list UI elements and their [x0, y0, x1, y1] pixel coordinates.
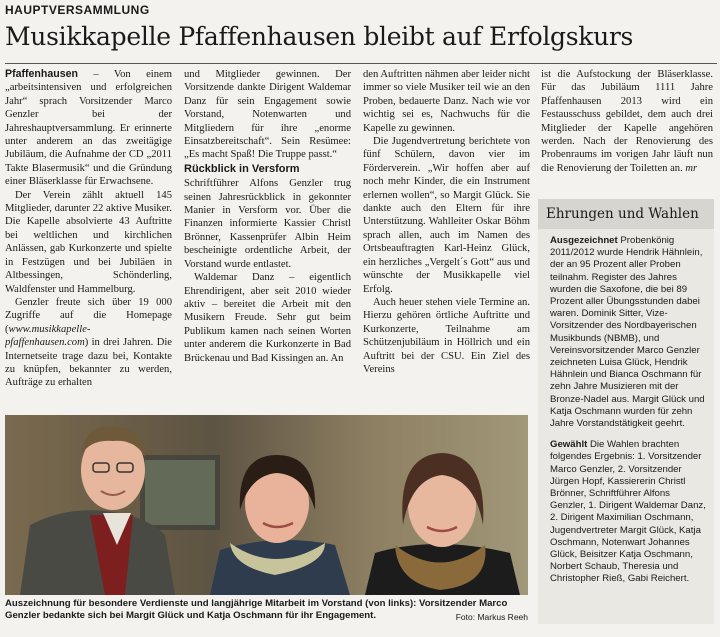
group-photo: [5, 415, 528, 595]
author-signature: mr: [685, 162, 698, 174]
sidebar-paragraph: [550, 235, 708, 430]
kicker: HAUPTVERSAMMLUNG: [5, 3, 150, 17]
headline-rule: [5, 63, 717, 64]
sidebar-box: [538, 199, 714, 624]
paragraph: [541, 68, 713, 175]
article-column-4: [541, 68, 713, 176]
article-column-3: [363, 68, 530, 390]
paragraph: Die Jugendvertretung berichtete von fünf Schülern, davon vier im Förderverein. „Wir hoffen aber auf noch mehr Kinder, die ein Instrument erlernen wollen“, so Margit Glück. Sie dankte auch den Eltern für ihre Unterstützung. Wahlleiter Oskar Böhm sprach allen, auch im Namen des Ortsbeauftragten Karl-Heinz Glück, ein herzliches „Vergelt´s Gott“ aus und wünschte der Musikkapelle viel Erfolg.: [363, 136, 530, 295]
sidebar-body: [550, 235, 708, 595]
sidebar-title: Ehrungen und Wahlen: [538, 199, 714, 229]
paragraph: den Auftritten nähmen aber leider nicht immer so viele Musiker teil wie an den Proben, bedauerte Danz. Nach wie vor wichtig sei es, Nachwuchs für die Kapelle zu gewinnen.: [363, 69, 530, 134]
sidebar-text: Die Wahlen brachten folgendes Ergebnis: 1. Vorsitzender Marco Genzler, 2. Vorsitzender Jürgen Hopf, Kassiererin Christl Brönner, Schriftführer Alfons Genzler, 1. Dirigent Waldemar Danz, 2. Dirigent Maximilian Oschmann, Jugendvertreter Margit Glück, Katja Oschmann, Notenwart Johannes Glück, Beisitzer Katja Oschmann, Norbert Schaub, Theresia und Christopher Rieß, Gabi Reichert.: [550, 439, 706, 585]
homepage-url: www.musikkapelle-pfaffenhausen.com: [5, 323, 91, 349]
photo-credit: Foto: Markus Reeh: [455, 612, 528, 622]
photo-illustration: [5, 415, 528, 595]
paragraph: Der Verein zählt aktuell 145 Mitglieder, darunter 22 aktive Musiker. Die Kapelle absolvierte 43 Auftritte bei weltlichen und kirchlichen Anlässen, gab Kurkonzerte und spielte in Festzügen und bei Jubiläen in Altbessingen, Schönderling, Waldfenster und Hammelburg.: [5, 189, 172, 295]
subheading: Rückblick in Versform: [184, 162, 300, 175]
paragraph-text: ) in drei Jahren. Die Internetseite trage dazu bei, Kontakte zu knüpfen, bekannter zu werden, Aufträge zu erhalten: [5, 337, 172, 389]
paragraph-text: ist die Aufstockung der Bläserklasse. Für das Jubiläum 1111 Jahre Pfaffenhausen 2013 wird ein Festausschuss gebildet, dem auch drei Mitglieder der Kapelle angehören werden. Nach der Renovierung des Probenraums im vorigen Jahr läuft nun die Renovierung der Toiletten an.: [541, 69, 713, 174]
sidebar-text: Probenkönig 2011/2012 wurde Hendrik Hähnlein, der an 95 Prozent aller Proben teilnahm. Register des Jahres wurden die Saxofone, die bei 89 Prozent aller Übungsstunden dabei waren. Dominik Sitter, Vize-Vorsitzender des Nordbayerischen Musikbunds (NBMB), und Vereinsvorsitzender Marco Genzler zeichneten Luisa Glück, Hendrik Hähnlein und Bianca Oschmann für zehn Jahre Musizieren mit der Bronze-Nadel aus. Margit Glück und Katja Oschmann wurden für zehn Jahre Vorstandstätigkeit geehrt.: [550, 235, 705, 430]
sidebar-lead: Gewählt: [550, 439, 588, 451]
headline: Musikkapelle Pfaffenhausen bleibt auf Erfolgskurs: [5, 22, 634, 51]
caption-text: Auszeichnung für besondere Verdienste und langjährige Mitarbeit im Vorstand (von links): Vorsitzender Marco Genzler bedankte sich bei Margit Glück und Katja Oschmann für ihr Engagement.: [5, 598, 508, 621]
paragraph: Waldemar Danz – eigentlich Ehrendirigent, aber seit 2010 wieder aktiv – bereitet die Arbeit mit den Musikern Freude. Sehr gut beim Publikum kamen nach seinen Worten unter anderem die Kurkonzerte in Bad Brückenau und Bad Kissingen an. An: [184, 272, 351, 364]
paragraph-text: – Von einem „arbeitsintensiven und erfolgreichen Jahr“ sprach Vorsitzender Marco Genzler bei der Jahreshauptversammlung. Er erinnerte unter anderem an das zweitägige Jubiläum, die Aufnahme der CD „2011 Takte Blasermusik“ und die Gründung einer Bläserklasse für Erwachsene.: [5, 69, 172, 188]
dateline: Pfaffenhausen: [5, 68, 78, 80]
article-column-1: [5, 68, 172, 390]
paragraph: [5, 296, 172, 390]
paragraph-text: Genzler freute sich über 19 000 Zugriffe auf die Homepage (: [5, 296, 172, 335]
paragraph: Schriftführer Alfons Genzler trug seinen Jahresrückblick in gekonnter Manier in Versform vor. Über die Finanzen informierte Kassier Christl Brönner, Kassenprüfer Albin Heim bescheinigte ordentliche Arbeit, der Vorstand wurde entlastet.: [184, 178, 351, 270]
sidebar-lead: Ausgezeichnet: [550, 235, 618, 246]
paragraph: und Mitglieder gewinnen. Der Vorsitzende dankte Dirigent Waldemar Danz für sein Engagement sowie Vorstand, Notenwarten und Mitgliedern für ihre „enorme Einsatzbereitschaft“. Sein Resümee: „Es macht Spaß! Die Truppe passt.“: [184, 69, 351, 161]
paragraph: [5, 68, 172, 189]
photo-caption: [5, 598, 528, 623]
article-column-2: [184, 68, 351, 390]
paragraph: Auch heuer stehen viele Termine an. Hierzu gehören örtliche Auftritte und Kurkonzerte, Teilnahme am Schützenjubiläum in Höllrich und ein Auftritt bei der CSU. Ein Ziel des Vereins: [363, 296, 530, 375]
sidebar-paragraph: [550, 439, 708, 585]
